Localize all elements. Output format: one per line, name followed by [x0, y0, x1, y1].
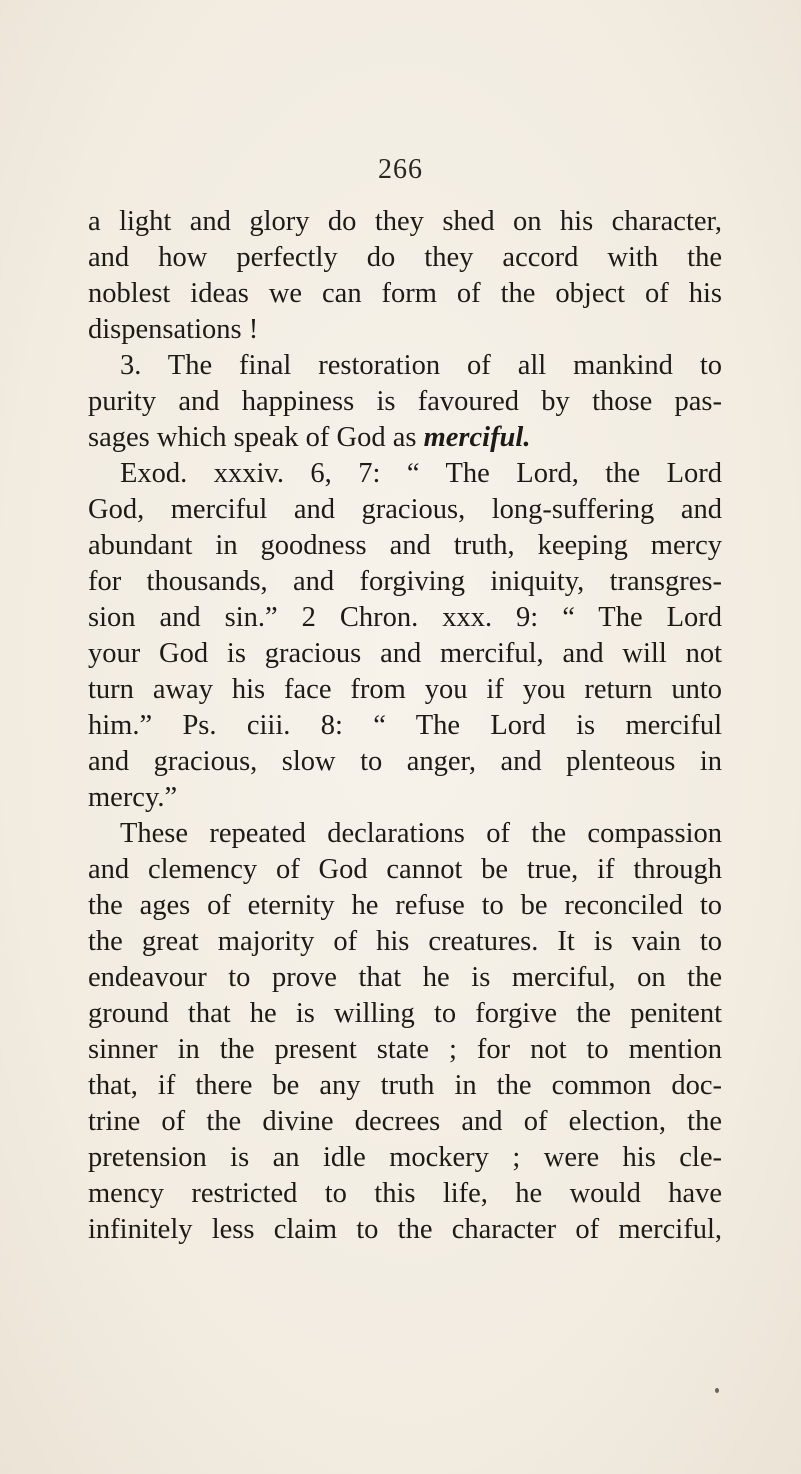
text-line: endeavour to prove that he is merciful, on the	[88, 962, 722, 993]
text-line: that, if there be any truth in the common doc-	[88, 1070, 722, 1101]
text-line: a light and glory do they shed on his character,	[88, 206, 722, 237]
text-line: sinner in the present state ; for not to mention	[88, 1034, 722, 1065]
text-line: and gracious, slow to anger, and plenteous in	[88, 746, 722, 777]
text-line-segment: sages which speak of God as	[88, 422, 424, 453]
text-line: These repeated declarations of the compassion	[120, 818, 722, 849]
text-line: purity and happiness is favoured by those pas-	[88, 386, 722, 417]
text-line: 3. The final restoration of all mankind to	[120, 350, 722, 381]
text-line: your God is gracious and merciful, and will not	[88, 638, 722, 669]
text-line: Exod. xxxiv. 6, 7: “ The Lord, the Lord	[120, 458, 722, 489]
text-line: God, merciful and gracious, long-suffering and	[88, 494, 722, 525]
emphasis-word: merciful.	[423, 422, 531, 453]
text-line: the great majority of his creatures. It is vain to	[88, 926, 722, 957]
text-line: pretension is an idle mockery ; were his cle-	[88, 1142, 722, 1173]
page-number: 266	[378, 154, 423, 185]
text-line: mency restricted to this life, he would have	[88, 1178, 722, 1209]
text-line: the ages of eternity he refuse to be reconciled to	[88, 890, 722, 921]
text-line: and clemency of God cannot be true, if through	[88, 854, 722, 885]
text-line: infinitely less claim to the character of merciful,	[88, 1214, 722, 1245]
text-line: turn away his face from you if you return unto	[88, 674, 722, 705]
text-line: abundant in goodness and truth, keeping mercy	[88, 530, 722, 561]
ink-speck	[715, 1388, 719, 1393]
text-line: him.” Ps. ciii. 8: “ The Lord is merciful	[88, 710, 722, 741]
text-line	[88, 420, 722, 456]
text-line: and how perfectly do they accord with the	[88, 242, 722, 273]
text-line: trine of the divine decrees and of election, the	[88, 1106, 722, 1137]
text-line: mercy.”	[88, 782, 178, 813]
text-line: ground that he is willing to forgive the penitent	[88, 998, 722, 1029]
text-line: for thousands, and forgiving iniquity, transgres-	[88, 566, 722, 597]
text-line: noblest ideas we can form of the object of his	[88, 278, 722, 309]
text-line: dispensations !	[88, 314, 259, 345]
text-line: sion and sin.” 2 Chron. xxx. 9: “ The Lord	[88, 602, 722, 633]
